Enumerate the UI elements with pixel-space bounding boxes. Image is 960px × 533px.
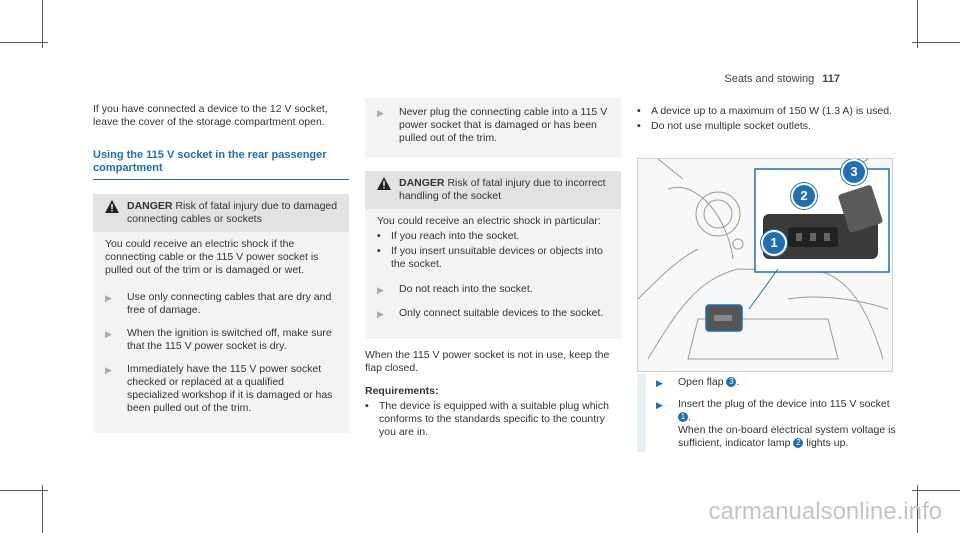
crop-mark — [912, 42, 960, 43]
step-sidebar — [637, 374, 646, 452]
step-punct: . — [736, 376, 740, 388]
action-text: Never plug the connecting cable into a 115 V power socket that is damaged or has been pulled out of the trim. — [399, 106, 608, 144]
danger-text: You could receive an electric shock if the connecting cable or the 115 V power socket is pulled out of the trim or is damaged or wet. — [105, 238, 319, 276]
bullet-text: If you insert unsuitable devices or objects into the socket. — [391, 245, 603, 270]
console-drawing — [638, 159, 892, 371]
action-text: Only connect suitable devices to the socket. — [399, 307, 604, 319]
action-item — [105, 291, 337, 317]
step-punct: . — [688, 411, 691, 423]
bullet-item: • If you reach into the socket. — [377, 230, 520, 242]
crop-mark — [0, 42, 48, 43]
column-right — [637, 103, 897, 135]
action-text: Do not reach into the socket. — [399, 283, 533, 295]
step-text: Open flap — [678, 376, 724, 388]
bullet-text: Do not use multiple socket outlets. — [651, 120, 811, 132]
action-text: Use only connecting cables that are dry and free of damage. — [127, 291, 332, 316]
action-item — [377, 283, 609, 297]
crop-mark — [912, 490, 960, 491]
arrow-icon: ▶ — [377, 285, 384, 295]
page-header — [724, 73, 840, 85]
page-number: 117 — [822, 73, 840, 85]
ref-number: 3 — [726, 377, 736, 387]
danger-box — [365, 171, 621, 339]
danger-text: You could receive an electric shock in particular: — [377, 215, 601, 227]
bullet-item: • If you insert unsuitable devices or objects into the socket. — [377, 245, 609, 271]
ref-number: 2 — [793, 438, 803, 448]
danger-header — [93, 194, 349, 232]
watermark: carmanualsonline.info — [708, 498, 942, 525]
action-item — [105, 363, 337, 415]
arrow-icon: ▶ — [656, 378, 663, 388]
danger-body — [365, 209, 621, 339]
bullet-item: • The device is equipped with a suitable plug which conforms to the standards specific to the country you are in. — [365, 400, 621, 439]
section-title: Seats and stowing — [724, 73, 815, 85]
danger-title: Risk of fatal injury due to damaged connecting cables or sockets — [127, 200, 338, 225]
action-text: Immediately have the 115 V power socket checked or replaced at a qualified specialized workshop if it is damaged or has been pulled out of the trim. — [127, 363, 333, 414]
arrow-icon: ▶ — [377, 108, 384, 118]
step-open-flap — [656, 376, 901, 390]
step-text: Insert the plug of the device into 115 V socket — [678, 398, 890, 410]
arrow-icon: ▶ — [105, 365, 112, 375]
action-item — [105, 327, 337, 353]
bullet-text: If you reach into the socket. — [391, 230, 520, 242]
action-text: When the ignition is switched off, make sure that the 115 V power socket is dry. — [127, 327, 332, 352]
requirements-heading: Requirements: — [365, 385, 439, 397]
callout-2: 2 — [791, 183, 817, 209]
crop-mark — [917, 0, 918, 48]
danger-box — [93, 194, 349, 433]
bullet-item: • Do not use multiple socket outlets. — [637, 120, 811, 132]
danger-body — [93, 232, 349, 433]
socket-illustration — [637, 158, 893, 372]
section-heading: Using the 115 V socket in the rear passenger compartment — [93, 149, 327, 174]
step-insert-plug — [656, 398, 901, 450]
bullet-text: The device is equipped with a suitable plug which conforms to the standards specific to the country you are in. — [379, 400, 609, 438]
crop-mark — [42, 485, 43, 533]
intro-text: If you have connected a device to the 12 V socket, leave the cover of the storage compartment open. — [93, 103, 328, 128]
bullet-text: A device up to a maximum of 150 W (1.3 A) is used. — [651, 105, 893, 117]
action-item — [377, 106, 611, 145]
column-left — [93, 103, 349, 433]
callout-3: 3 — [841, 159, 867, 185]
danger-title: Risk of fatal injury due to incorrect handling of the socket — [399, 177, 606, 202]
action-item — [377, 307, 609, 321]
danger-label: DANGER — [399, 177, 445, 189]
step-text: lights up. — [806, 437, 849, 449]
step-text: When the on-board electrical system voltage is sufficient, indicator lamp — [678, 424, 896, 449]
crop-mark — [42, 0, 43, 48]
bullet-item: • A device up to a maximum of 150 W (1.3 A) is used. — [637, 105, 893, 117]
warning-icon — [377, 177, 393, 203]
ref-number: 1 — [678, 412, 688, 422]
crop-mark — [0, 490, 48, 491]
arrow-icon: ▶ — [656, 400, 663, 410]
callout-1: 1 — [761, 230, 787, 256]
danger-label: DANGER — [127, 200, 173, 212]
arrow-icon: ▶ — [377, 309, 384, 319]
arrow-icon: ▶ — [105, 293, 112, 303]
warning-icon — [105, 200, 121, 226]
steps — [656, 376, 901, 450]
arrow-icon: ▶ — [105, 329, 112, 339]
closed-flap-text: When the 115 V power socket is not in use, keep the flap closed. — [365, 349, 610, 374]
danger-continued-box — [365, 98, 621, 157]
column-middle — [365, 98, 621, 441]
danger-header — [365, 171, 621, 209]
